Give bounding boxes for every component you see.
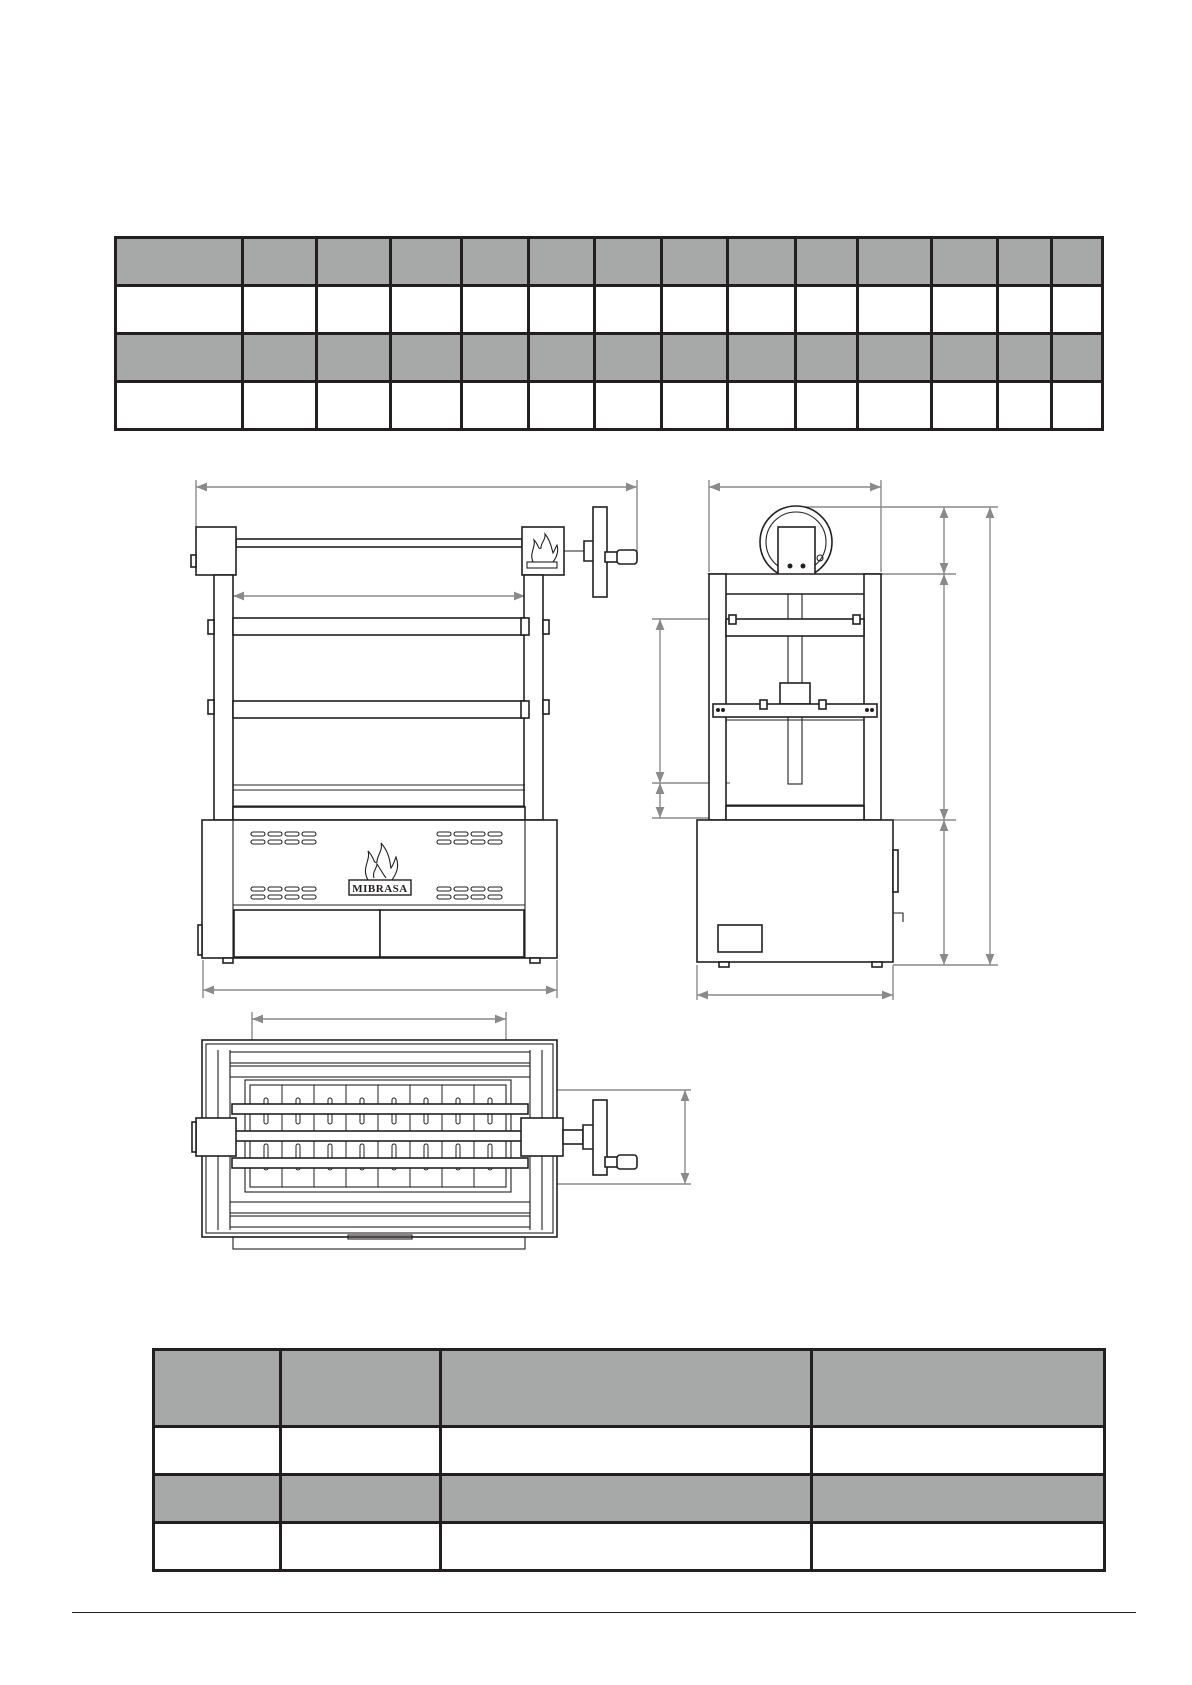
model-table-cell [154, 1523, 281, 1571]
model-table-cell [812, 1523, 1105, 1571]
front-view [191, 480, 637, 998]
brand-logo-text: MIBRASA [352, 883, 408, 895]
model-table-cell [812, 1475, 1105, 1523]
model-table-cell [154, 1350, 281, 1427]
top-view [192, 1012, 691, 1249]
footer-rule [72, 1612, 1136, 1613]
model-table-row [154, 1427, 1105, 1475]
model-table-cell [441, 1523, 812, 1571]
model-table-cell [441, 1350, 812, 1427]
model-table-cell [812, 1427, 1105, 1475]
model-table-cell [441, 1475, 812, 1523]
model-table-row [154, 1523, 1105, 1571]
model-table-cell [441, 1427, 812, 1475]
side-view [652, 480, 998, 1000]
model-table-cell [812, 1350, 1105, 1427]
model-table [152, 1348, 1106, 1572]
model-table-cell [281, 1427, 441, 1475]
model-table-row [154, 1350, 1105, 1427]
model-table-cell [154, 1475, 281, 1523]
model-table-cell [281, 1350, 441, 1427]
model-table-cell [281, 1475, 441, 1523]
model-table-row [154, 1475, 1105, 1523]
model-table-cell [154, 1427, 281, 1475]
model-table-cell [281, 1523, 441, 1571]
